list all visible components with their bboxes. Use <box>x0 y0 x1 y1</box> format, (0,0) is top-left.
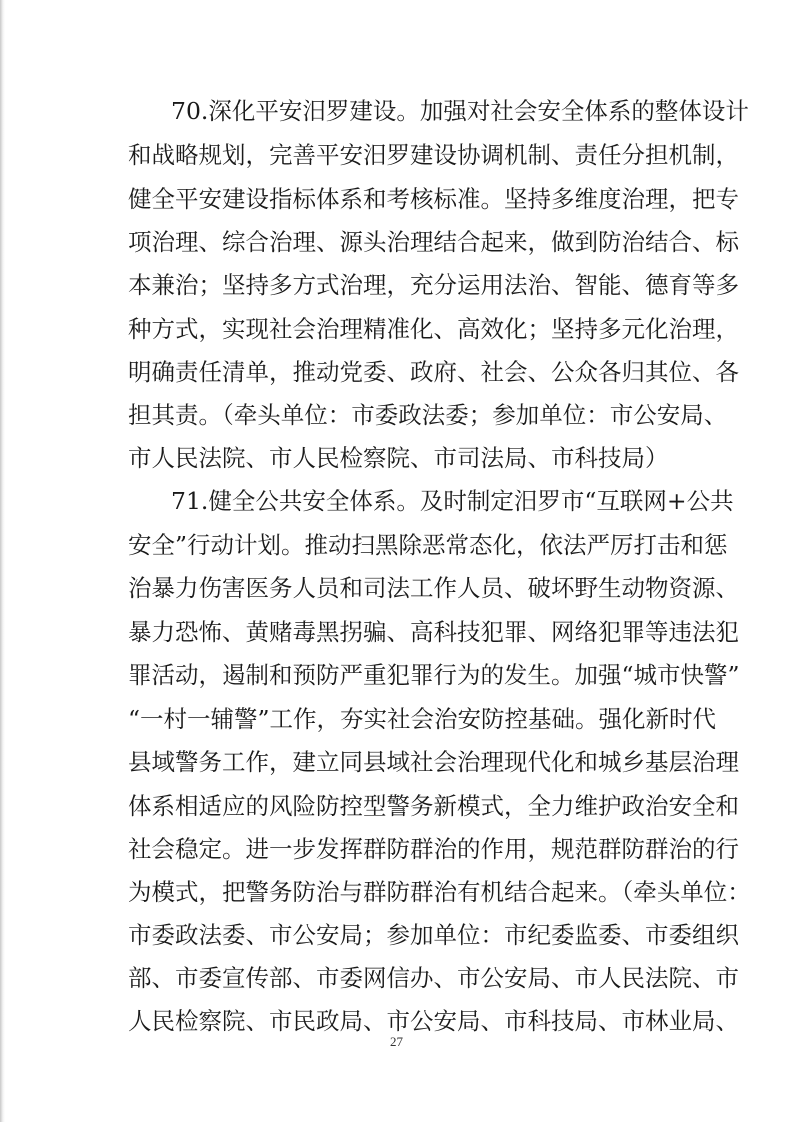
paragraph-71-line: 人民检察院、市民政局、市公安局、市科技局、市林业局、 <box>128 1007 739 1035</box>
paragraph-71-line: 暴力恐怖、黄赌毒黑拐骗、高科技犯罪、网络犯罪等违法犯 <box>128 618 739 646</box>
paragraph-71-line: 治暴力伤害医务人员和司法工作人员、破坏野生动物资源、 <box>128 574 739 602</box>
paragraph-71-line: 县域警务工作，建立同县域社会治理现代化和城乡基层治理 <box>128 748 739 776</box>
paragraph-70-line: 本兼治；坚持多方式治理，充分运用法治、智能、德育等多 <box>128 271 739 299</box>
paragraph-70-line: 项治理、综合治理、源头治理结合起来，做到防治结合、标 <box>128 228 739 256</box>
paragraph-71-line: 体系相适应的风险防控型警务新模式，全力维护政治安全和 <box>128 792 739 820</box>
paragraph-70-line: 和战略规划，完善平安汨罗建设协调机制、责任分担机制， <box>128 141 739 169</box>
paragraph-71-line: 安全”行动计划。推动扫黑除恶常态化，依法严厉打击和惩 <box>128 531 728 559</box>
paragraph-71-line: 为模式，把警务防治与群防群治有机结合起来。（牵头单位： <box>128 878 751 906</box>
paragraph-70-line: 70.深化平安汨罗建设。加强对社会安全体系的整体设计 <box>171 97 749 125</box>
paragraph-71-line: 罪活动，遏制和预防严重犯罪行为的发生。加强“城市快警” <box>128 661 740 689</box>
paragraph-70-line: 健全平安建设指标体系和考核标准。坚持多维度治理，把专 <box>128 185 739 213</box>
paragraph-71-line: 社会稳定。进一步发挥群防群治的作用，规范群防群治的行 <box>128 835 739 863</box>
paragraph-71-line: 71.健全公共安全体系。及时制定汨罗市“互联网+公共 <box>171 487 734 515</box>
paragraph-70-line: 明确责任清单，推动党委、政府、社会、公众各归其位、各 <box>128 358 739 386</box>
scan-edge-shadow <box>0 0 5 1122</box>
page-number: 27 <box>390 1034 403 1049</box>
paragraph-70-line: 担其责。（牵头单位：市委政法委；参加单位：市公安局、 <box>128 401 728 429</box>
paragraph-70-line: 种方式，实现社会治理精准化、高效化；坚持多元化治理， <box>128 315 739 343</box>
paragraph-71-line: 市委政法委、市公安局；参加单位：市纪委监委、市委组织 <box>128 921 739 949</box>
paragraph-70-line: 市人民法院、市人民检察院、市司法局、市科技局） <box>128 444 669 472</box>
paragraph-71-line: “一村一辅警”工作，夯实社会治安防控基础。强化新时代 <box>128 705 717 733</box>
paragraph-71-line: 部、市委宣传部、市委网信办、市公安局、市人民法院、市 <box>128 964 739 992</box>
